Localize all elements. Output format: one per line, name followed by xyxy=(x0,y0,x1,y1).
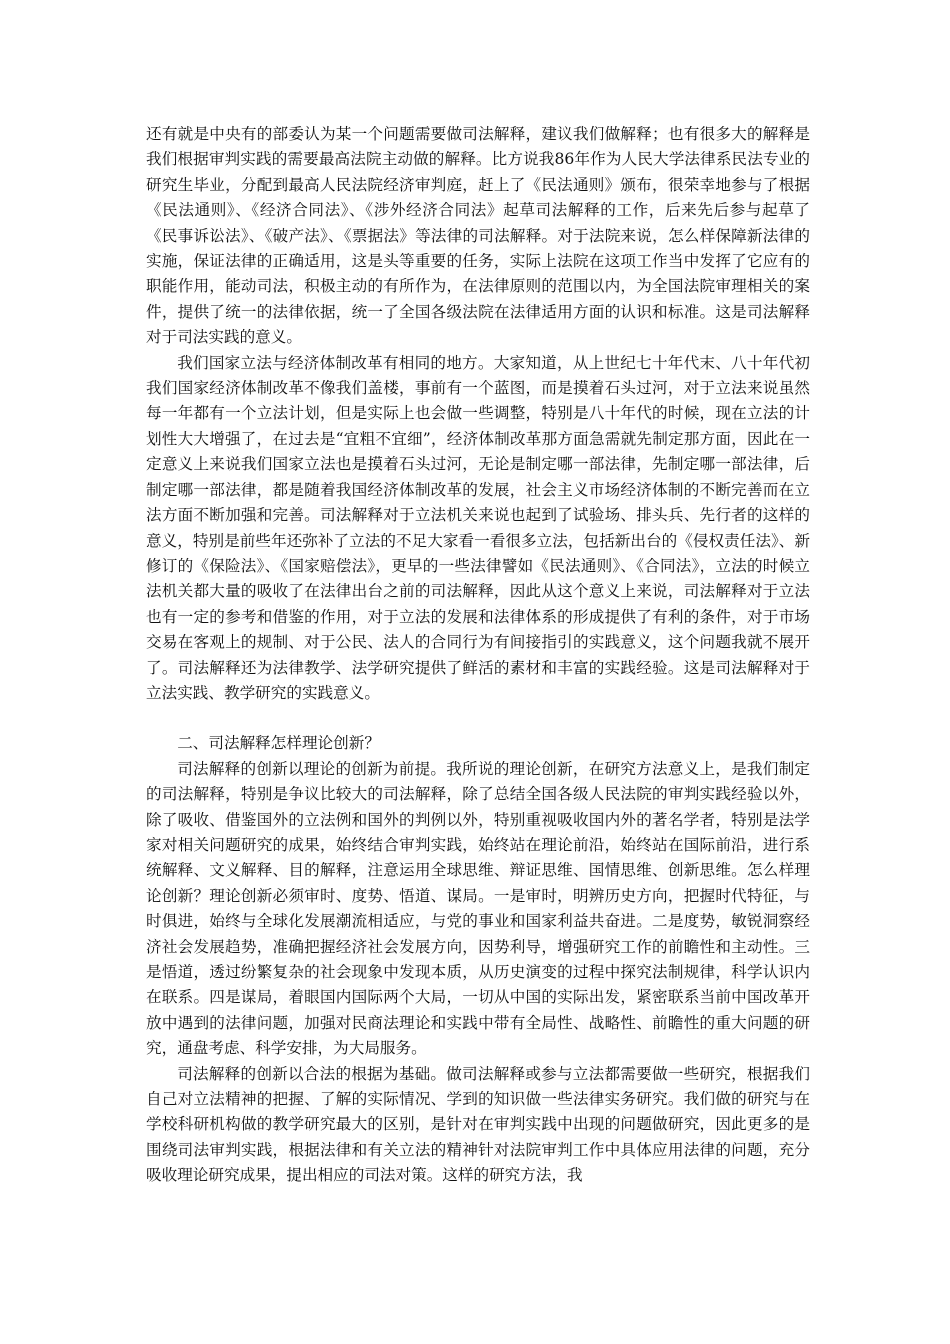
section-paragraph-1: 司法解释的创新以理论的创新为前提。我所说的理论创新，在研究方法意义上，是我们制定的司法解释，特别是争议比较大的司法解释，除了总结全国各级人民法院的审判实践经验以外，除了吸收、借鉴国外的立法例和国外的判例以外，特别重视吸收国内外的著名学者，特别是法学家对相关问题研究的成果，始终结合审判实践，始终站在理论前沿，始终站在国际前沿，进行系统解释、文义解释、目的解释，注意运用全球思维、辩证思维、国情思维、创新思维。怎么样理论创新？理论创新必须审时、度势、悟道、谋局。一是审时，明辨历史方向，把握时代特征，与时俱进，始终与全球化发展潮流相适应，与党的事业和国家利益共奋进。二是度势，敏锐洞察经济社会发展趋势，准确把握经济社会发展方向，因势利导，增强研究工作的前瞻性和主动性。三是悟道，透过纷繁复杂的社会现象中发现本质，从历史演变的过程中探究法制规律，科学认识内在联系。四是谋局，着眼国内国际两个大局，一切从中国的实际出发，紧密联系当前中国改革开放中遇到的法律问题，加强对民商法理论和实践中带有全局性、战略性、前瞻性的重大问题的研究，通盘考虑、科学安排，为大局服务。 xyxy=(146,759,810,1058)
document-page xyxy=(146,122,810,1189)
body-paragraph-2: 我们国家立法与经济体制改革有相同的地方。大家知道，从上世纪七十年代末、八十年代初我们国家经济体制改革不像我们盖楼，事前有一个蓝图，而是摸着石头过河，对于立法来说虽然每一年都有一个立法计划，但是实际上也会做一些调整，特别是八十年代的时候，现在立法的计划性大大增强了，在过去是“宜粗不宜细”，经济体制改革那方面急需就先制定那方面，因此在一定意义上来说我们国家立法也是摸着石头过河，无论是制定哪一部法律，先制定哪一部法律，后制定哪一部法律，都是随着我国经济体制改革的发展，社会主义市场经济体制的不断完善而在立法方面不断加强和完善。司法解释对于立法机关来说也起到了试验场、排头兵、先行者的这样的意义，特别是前些年还弥补了立法的不足大家看一看很多立法，包括新出台的《侵权责任法》、新修订的《保险法》、《国家赔偿法》，更早的一些法律譬如《民法通则》、《合同法》，立法的时候立法机关都大量的吸收了在法律出台之前的司法解释，因此从这个意义上来说，司法解释对于立法也有一定的参考和借鉴的作用，对于立法的发展和法律体系的形成提供了有利的条件，对于市场交易在客观上的规制、对于公民、法人的合同行为有间接指引的实践意义，这个问题我就不展开了。司法解释还为法律教学、法学研究提供了鲜活的素材和丰富的实践经验。这是司法解释对于立法实践、教学研究的实践意义。 xyxy=(146,353,810,702)
section-paragraph-2: 司法解释的创新以合法的根据为基础。做司法解释或参与立法都需要做一些研究，根据我们自己对立法精神的把握、了解的实际情况、学到的知识做一些法律实务研究。我们做的研究与在学校科研机构做的教学研究最大的区别，是针对在审判实践中出现的问题做研究，因此更多的是围绕司法审判实践，根据法律和有关立法的精神针对法院审判工作中具体应用法律的问题，充分吸收理论研究成果，提出相应的司法对策。这样的研究方法，我 xyxy=(146,1064,810,1185)
body-paragraph-1: 还有就是中央有的部委认为某一个问题需要做司法解释，建议我们做解释；也有很多大的解释是我们根据审判实践的需要最高法院主动做的解释。比方说我86年作为人民大学法律系民法专业的研究生毕业，分配到最高人民法院经济审判庭，赶上了《民法通则》颁布，很荣幸地参与了根据《民法通则》、《经济合同法》、《涉外经济合同法》起草司法解释的工作，后来先后参与起草了《民事诉讼法》、《破产法》、《票据法》等法律的司法解释。对于法院来说，怎么样保障新法律的实施，保证法律的正确适用，这是头等重要的任务，实际上法院在这项工作当中发挥了它应有的职能作用，能动司法，积极主动的有所作为，在法律原则的范围以内，为全国法院审理相关的案件，提供了统一的法律依据，统一了全国各级法院在法律适用方面的认识和标准。这是司法解释对于司法实践的意义。 xyxy=(146,125,810,347)
section-heading: 二、司法解释怎样理论创新？ xyxy=(177,734,380,753)
